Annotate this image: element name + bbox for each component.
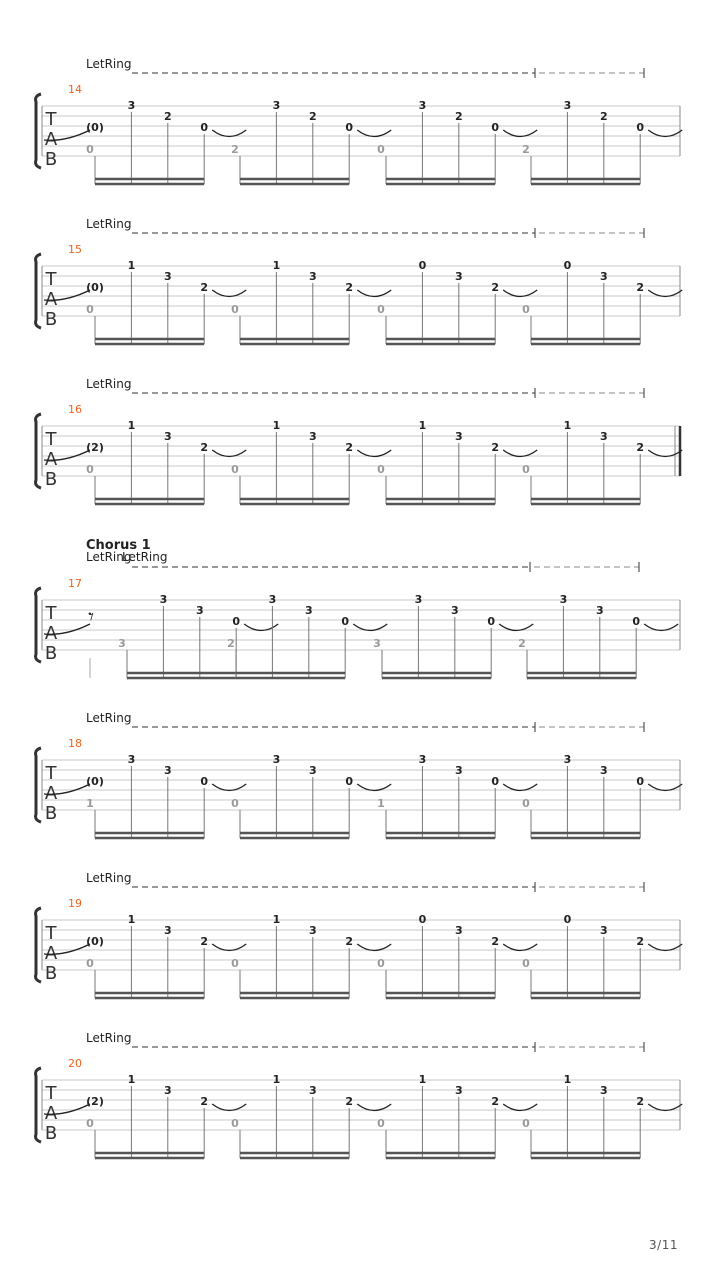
fret-number: 3 (268, 593, 277, 606)
section-title: Chorus 1 (86, 538, 151, 553)
fret-number: 3 (127, 99, 136, 112)
tab-clef-letter: A (44, 449, 58, 470)
fret-number: (2) (86, 1095, 104, 1108)
fret-number: 3 (163, 924, 172, 937)
fret-number: 0 (86, 957, 94, 970)
fret-number: 3 (118, 637, 126, 650)
fret-number: 3 (454, 764, 463, 777)
system-bracket (36, 748, 41, 822)
measure-number: 14 (68, 83, 82, 96)
fret-number: 0 (341, 615, 350, 628)
fret-number: 3 (454, 430, 463, 443)
fret-number: 1 (563, 419, 572, 432)
system-bracket (36, 1068, 41, 1142)
fret-number: 1 (272, 419, 281, 432)
fret-number: 3 (559, 593, 568, 606)
fret-number: 3 (373, 637, 381, 650)
fret-number: 0 (377, 957, 385, 970)
fret-number: 3 (159, 593, 168, 606)
fret-number: 3 (599, 430, 608, 443)
fret-number: 2 (636, 441, 645, 454)
tab-clef-letter: A (44, 289, 58, 310)
fret-number: 1 (418, 1073, 427, 1086)
tab-clef-letter: T (45, 429, 57, 450)
fret-number: 0 (86, 463, 94, 476)
fret-number: 3 (127, 753, 136, 766)
fret-number: 3 (163, 270, 172, 283)
tab-clef-letter: T (45, 923, 57, 944)
tab-clef-letter: T (45, 763, 57, 784)
fret-number: 3 (163, 764, 172, 777)
fret-number: 1 (272, 259, 281, 272)
system-bracket (36, 94, 41, 168)
fret-number: (0) (86, 775, 104, 788)
fret-number: 0 (231, 303, 239, 316)
fret-number: 3 (414, 593, 423, 606)
fret-number: 0 (377, 143, 385, 156)
fret-number: 0 (231, 1117, 239, 1130)
fret-number: 2 (308, 110, 317, 123)
fret-number: 0 (377, 463, 385, 476)
fret-number: 2 (345, 281, 354, 294)
let-ring-label: LetRing (122, 550, 168, 564)
system-bracket (36, 588, 41, 662)
system-bracket (36, 414, 41, 488)
fret-number: 3 (563, 753, 572, 766)
measure-number: 18 (68, 737, 82, 750)
fret-number: 2 (636, 1095, 645, 1108)
let-ring-label: LetRing (86, 57, 132, 71)
fret-number: 2 (227, 637, 235, 650)
fret-number: 2 (200, 935, 209, 948)
fret-number: 2 (491, 441, 500, 454)
tab-clef-letter: B (44, 309, 58, 330)
measure-number: 16 (68, 403, 82, 416)
fret-number: 3 (454, 924, 463, 937)
tab-clef-letter: T (45, 1083, 57, 1104)
fret-number: 0 (377, 1117, 385, 1130)
fret-number: 3 (272, 753, 281, 766)
fret-number: 2 (491, 1095, 500, 1108)
fret-number: 3 (304, 604, 313, 617)
system-bracket (36, 254, 41, 328)
fret-number: 2 (200, 441, 209, 454)
fret-number: 0 (522, 797, 530, 810)
fret-number: 2 (454, 110, 463, 123)
fret-number: 3 (599, 924, 608, 937)
fret-number: 2 (522, 143, 530, 156)
fret-number: 0 (563, 913, 572, 926)
tab-clef-letter: A (44, 129, 58, 150)
measure-number: 19 (68, 897, 82, 910)
fret-number: 2 (200, 281, 209, 294)
tab-clef-letter: A (44, 623, 58, 644)
fret-number: 1 (272, 1073, 281, 1086)
fret-number: 2 (636, 935, 645, 948)
measure-number: 15 (68, 243, 82, 256)
tab-clef-letter: A (44, 943, 58, 964)
fret-number: 3 (418, 753, 427, 766)
let-ring-label: LetRing (86, 377, 132, 391)
fret-number: 0 (200, 121, 209, 134)
fret-number: 3 (563, 99, 572, 112)
fret-number: 0 (345, 775, 354, 788)
fret-number: 3 (272, 99, 281, 112)
fret-number: 3 (308, 764, 317, 777)
fret-number: 3 (599, 1084, 608, 1097)
measure-number: 20 (68, 1057, 82, 1070)
fret-number: 0 (632, 615, 641, 628)
fret-number: 2 (163, 110, 172, 123)
system-bracket (36, 908, 41, 982)
fret-number: 2 (200, 1095, 209, 1108)
fret-number: 3 (308, 1084, 317, 1097)
fret-number: 3 (599, 270, 608, 283)
fret-number: 0 (636, 775, 645, 788)
fret-number: 2 (345, 935, 354, 948)
fret-number: 0 (418, 913, 427, 926)
fret-number: 2 (636, 281, 645, 294)
fret-number: 1 (127, 419, 136, 432)
fret-number: 3 (418, 99, 427, 112)
rest-symbol: 𝄾 (88, 605, 94, 630)
tab-clef-letter: A (44, 1103, 58, 1124)
let-ring-label: LetRing (86, 711, 132, 725)
tab-clef-letter: T (45, 603, 57, 624)
fret-number: 0 (636, 121, 645, 134)
fret-number: 0 (491, 121, 500, 134)
tab-clef-letter: T (45, 269, 57, 290)
fret-number: 0 (377, 303, 385, 316)
fret-number: 0 (86, 1117, 94, 1130)
fret-number: 0 (231, 463, 239, 476)
measure-number: 17 (68, 577, 82, 590)
fret-number: (0) (86, 281, 104, 294)
fret-number: 2 (345, 441, 354, 454)
fret-number: 0 (491, 775, 500, 788)
tab-clef-letter: T (45, 109, 57, 130)
fret-number: 0 (86, 143, 94, 156)
fret-number: 3 (450, 604, 459, 617)
tab-clef-letter: B (44, 643, 58, 664)
fret-number: 0 (231, 957, 239, 970)
tab-clef-letter: B (44, 803, 58, 824)
fret-number: (2) (86, 441, 104, 454)
fret-number: 2 (599, 110, 608, 123)
fret-number: 3 (308, 430, 317, 443)
fret-number: 0 (232, 615, 241, 628)
fret-number: 0 (522, 303, 530, 316)
fret-number: 1 (563, 1073, 572, 1086)
fret-number: 0 (563, 259, 572, 272)
fret-number: (0) (86, 121, 104, 134)
fret-number: 3 (308, 270, 317, 283)
fret-number: 1 (418, 419, 427, 432)
fret-number: 3 (195, 604, 204, 617)
fret-number: 2 (345, 1095, 354, 1108)
fret-number: 3 (454, 1084, 463, 1097)
fret-number: 0 (522, 463, 530, 476)
fret-number: 3 (595, 604, 604, 617)
fret-number: 0 (418, 259, 427, 272)
fret-number: 0 (231, 797, 239, 810)
fret-number: 3 (163, 1084, 172, 1097)
tab-clef-letter: B (44, 1123, 58, 1144)
page-number: 3/11 (649, 1238, 678, 1252)
let-ring-label: LetRing (86, 871, 132, 885)
tab-clef-letter: B (44, 149, 58, 170)
let-ring-label: LetRing (86, 217, 132, 231)
fret-number: 1 (127, 1073, 136, 1086)
fret-number: 3 (454, 270, 463, 283)
fret-number: 1 (86, 797, 94, 810)
fret-number: 0 (487, 615, 496, 628)
fret-number: 1 (127, 913, 136, 926)
fret-number: 0 (86, 303, 94, 316)
fret-number: 2 (231, 143, 239, 156)
tab-clef-letter: A (44, 783, 58, 804)
fret-number: 0 (200, 775, 209, 788)
fret-number: 0 (522, 957, 530, 970)
fret-number: 1 (377, 797, 385, 810)
fret-number: 3 (308, 924, 317, 937)
tab-clef-letter: B (44, 963, 58, 984)
fret-number: 2 (518, 637, 526, 650)
tab-clef-letter: B (44, 469, 58, 490)
fret-number: (0) (86, 935, 104, 948)
fret-number: 2 (491, 281, 500, 294)
fret-number: 3 (599, 764, 608, 777)
fret-number: 0 (345, 121, 354, 134)
fret-number: 1 (272, 913, 281, 926)
fret-number: 3 (163, 430, 172, 443)
let-ring-label: LetRing (86, 1031, 132, 1045)
fret-number: 0 (522, 1117, 530, 1130)
let-ring-label: LetRing (86, 550, 132, 564)
fret-number: 1 (127, 259, 136, 272)
fret-number: 2 (491, 935, 500, 948)
